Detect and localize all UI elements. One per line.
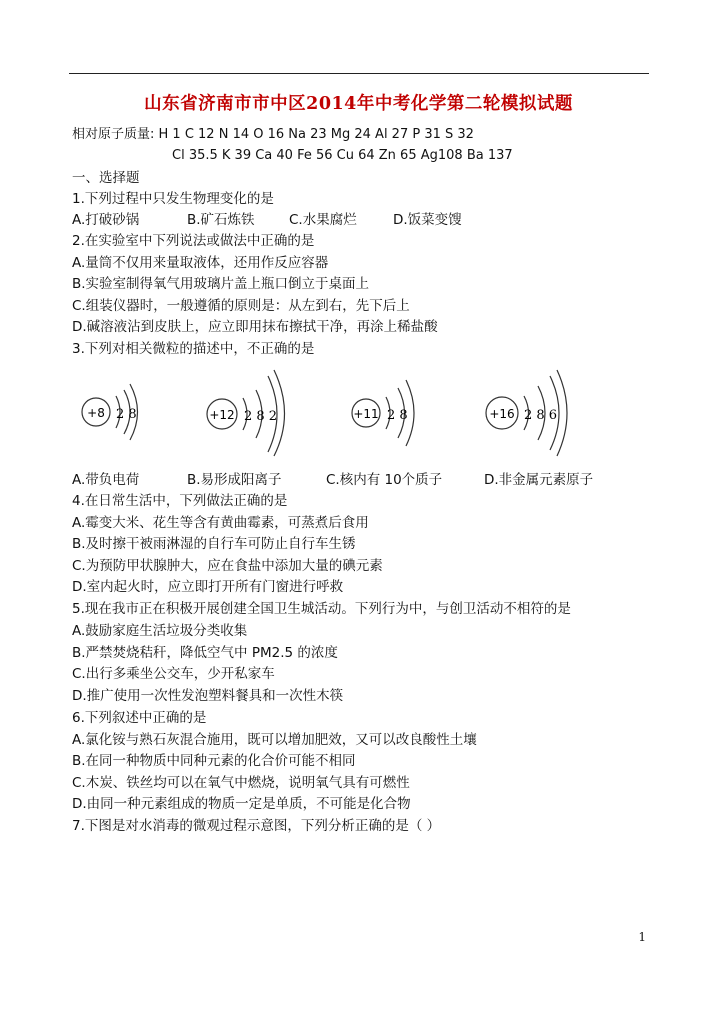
question-2-option-b: B.实验室制得氧气用玻璃片盖上瓶口倒立于桌面上 bbox=[72, 276, 370, 292]
question-3-options bbox=[72, 471, 593, 489]
atom-3-nucleus: +11 bbox=[353, 407, 379, 421]
question-4-option-b: B.及时擦干被雨淋湿的自行车可防止自行车生锈 bbox=[72, 536, 356, 552]
atomic-masses-row-1: 相对原子质量: H 1 C 12 N 14 O 16 Na 23 Mg 24 Al 27 P 31 S 32 bbox=[72, 127, 474, 142]
question-4-option-a: A.霉变大米、花生等含有黄曲霉素，可蒸煮后食用 bbox=[72, 515, 369, 531]
atom-diagram-1 bbox=[72, 366, 172, 458]
atom-3-shells: 2 8 bbox=[387, 408, 408, 423]
question-7-stem: 7.下图是对水消毒的微观过程示意图，下列分析正确的是（ ） bbox=[72, 818, 441, 834]
question-6-option-a: A.氯化铵与熟石灰混合施用，既可以增加肥效，又可以改良酸性土壤 bbox=[72, 732, 477, 748]
atom-2-nucleus: +12 bbox=[209, 408, 235, 422]
question-2-option-a: A.量筒不仅用来量取液体，还用作反应容器 bbox=[72, 255, 329, 271]
atom-1-shells: 2 8 bbox=[116, 407, 137, 422]
question-6-stem: 6.下列叙述中正确的是 bbox=[72, 710, 207, 726]
question-1-options bbox=[72, 211, 462, 229]
question-2-option-c: C.组装仪器时，一般遵循的原则是：从左到右，先下后上 bbox=[72, 298, 410, 314]
atom-diagram-2 bbox=[200, 366, 310, 458]
page-number: 1 bbox=[638, 930, 646, 944]
page-title: 山东省济南市市中区2014年中考化学第二轮模拟试题 bbox=[144, 94, 573, 114]
question-5-option-b: B.严禁焚烧秸秆，降低空气中 PM2.5 的浓度 bbox=[72, 645, 338, 661]
atom-structure-diagrams bbox=[72, 366, 632, 458]
question-1-option-a: A.打破砂锅 bbox=[72, 212, 140, 228]
atom-diagram-3 bbox=[344, 366, 444, 458]
header-rule bbox=[69, 73, 649, 74]
atom-4-shells: 2 8 6 bbox=[524, 408, 558, 423]
question-5-option-c: C.出行多乘坐公交车，少开私家车 bbox=[72, 666, 275, 682]
atomic-masses bbox=[72, 124, 513, 166]
question-2-stem: 2.在实验室中下列说法或做法中正确的是 bbox=[72, 233, 315, 249]
atom-diagram-4 bbox=[480, 366, 590, 458]
question-6-option-b: B.在同一种物质中同种元素的化合价可能不相同 bbox=[72, 753, 356, 769]
question-1-stem: 1.下列过程中只发生物理变化的是 bbox=[72, 191, 274, 207]
question-4-option-d: D.室内起火时，应立即打开所有门窗进行呼救 bbox=[72, 579, 344, 595]
question-6-option-d: D.由同一种元素组成的物质一定是单质，不可能是化合物 bbox=[72, 796, 411, 812]
atom-4-nucleus: +16 bbox=[489, 407, 515, 421]
question-3-option-b: B.易形成阳离子 bbox=[187, 472, 282, 488]
atomic-masses-row-2: Cl 35.5 K 39 Ca 40 Fe 56 Cu 64 Zn 65 Ag108 Ba 137 bbox=[172, 148, 513, 163]
question-6-option-c: C.木炭、铁丝均可以在氧气中燃烧，说明氧气具有可燃性 bbox=[72, 775, 410, 791]
question-5-option-d: D.推广使用一次性发泡塑料餐具和一次性木筷 bbox=[72, 688, 344, 704]
question-1-option-d: D.饭菜变馊 bbox=[393, 212, 462, 228]
question-3-option-d: D.非金属元素原子 bbox=[484, 472, 594, 488]
question-1-option-c: C.水果腐烂 bbox=[289, 212, 357, 228]
question-5-option-a: A.鼓励家庭生活垃圾分类收集 bbox=[72, 623, 248, 639]
question-3-option-c: C.核内有 10个质子 bbox=[326, 472, 443, 488]
question-3-option-a: A.带负电荷 bbox=[72, 472, 140, 488]
question-2-option-d: D.碱溶液沾到皮肤上，应立即用抹布擦拭干净，再涂上稀盐酸 bbox=[72, 319, 438, 335]
question-4-stem: 4.在日常生活中，下列做法正确的是 bbox=[72, 493, 288, 509]
atom-2-shells: 2 8 2 bbox=[244, 409, 278, 424]
question-5-stem: 5.现在我市正在积极开展创建全国卫生城活动。下列行为中，与创卫活动不相符的是 bbox=[72, 601, 571, 617]
atom-1-nucleus: +8 bbox=[87, 406, 105, 420]
question-3-stem: 3.下列对相关微粒的描述中，不正确的是 bbox=[72, 341, 315, 357]
section-heading: 一、选择题 bbox=[72, 170, 140, 186]
question-1-option-b: B.矿石炼铁 bbox=[187, 212, 255, 228]
question-4-option-c: C.为预防甲状腺肿大，应在食盐中添加大量的碘元素 bbox=[72, 558, 383, 574]
